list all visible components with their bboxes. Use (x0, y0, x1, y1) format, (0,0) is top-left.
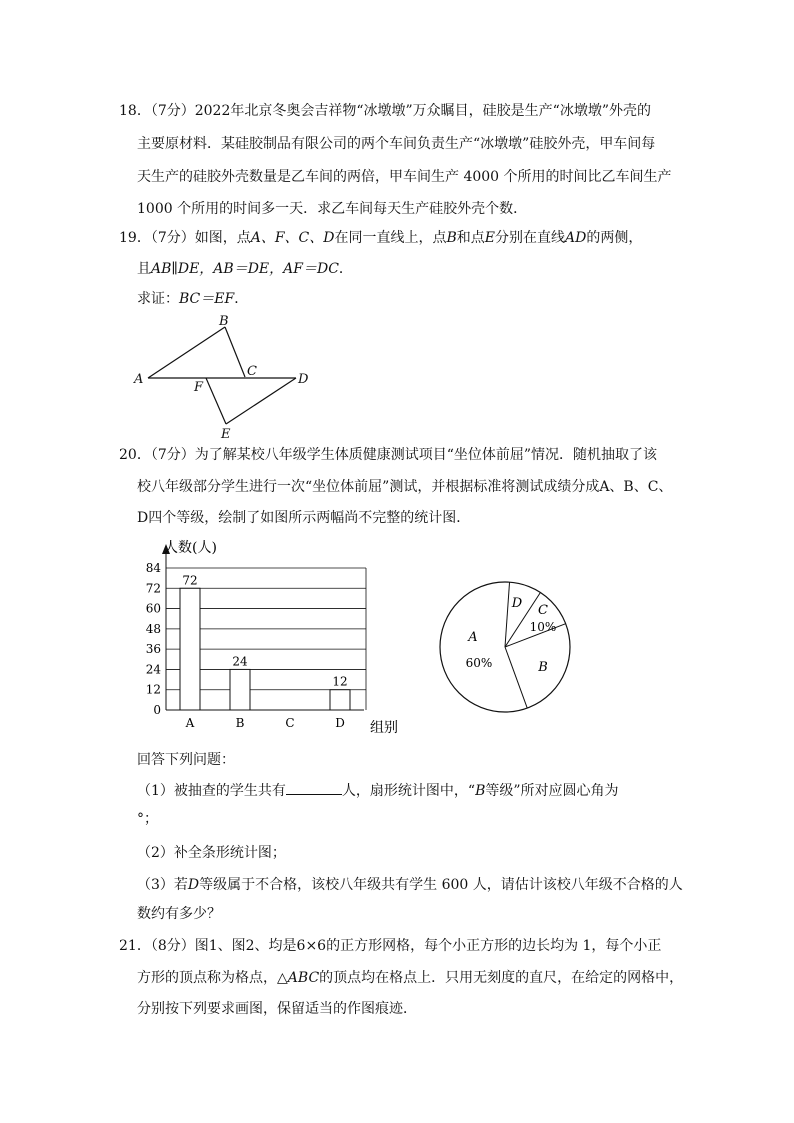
pie-slice-percent: 10% (529, 620, 557, 634)
q18-line-2: 主要原材料．某硅胶制品有限公司的两个车间负责生产“冰墩墩”硅胶外壳，甲车间每 (137, 136, 656, 152)
x-tick-label: B (235, 716, 245, 730)
q20-p3-text: 等级属于不合格，该校八年级共有学生 600 人，请估计该校八年级不合格的人 (199, 877, 683, 893)
q21-text: 的顶点均在格点上．只用无刻度的直尺，在给定的网格中， (319, 970, 684, 986)
q18-line-1: 18．（7分）2022年北京冬奥会吉祥物“冰墩墩”万众瞩目，硅胶是生产“冰墩墩”外壳的 (119, 103, 651, 119)
x-tick-label: A (185, 716, 195, 730)
q20-part-3-end: 数约有多少？ (137, 906, 221, 922)
q19-goal: BC＝EF (179, 291, 235, 307)
answer-blank (286, 780, 342, 795)
bar-value-label: 24 (232, 654, 248, 669)
q20-part-2: （2）补全条形统计图； (137, 845, 286, 861)
label-b: B (219, 314, 229, 329)
q20-p3-grade: D (187, 877, 200, 893)
q19-line-ad: AD (565, 230, 587, 246)
bar-a (180, 588, 200, 710)
bar-value-label: 12 (332, 674, 348, 689)
q19-point-e: E (484, 230, 496, 246)
q19-point-b: B (446, 230, 457, 246)
q21-line-1: 21．（8分）图1、图2、均是6×6的正方形网格，每个小正方形的边长均为 1，每个小正 (119, 938, 662, 954)
q19-text: 求证： (137, 291, 179, 307)
q19-text: 且 (137, 261, 151, 277)
q19-line-2 (137, 259, 353, 279)
y-tick-label: 24 (145, 662, 161, 677)
q19-text: ． (338, 261, 353, 277)
q20-prompt: 回答下列问题： (137, 752, 235, 768)
bar-y-axis-label: 人数(人) (164, 540, 217, 556)
q19-text: ． (234, 291, 249, 307)
q19-text: 19．（7分）如图，点 (119, 230, 251, 246)
q21-text: 方形的顶点称为格点，△ (137, 970, 288, 986)
q21-triangle: ABC (287, 970, 320, 986)
q19-text: 和点 (456, 230, 485, 246)
segment-ab (148, 327, 225, 378)
q20-p3-text: （3）若 (137, 877, 188, 893)
pie-marks (440, 582, 570, 712)
bar-b (230, 669, 250, 710)
segment-ef (206, 378, 226, 424)
y-tick-label: 0 (153, 703, 161, 717)
pie-slice-percent: 60% (465, 656, 493, 670)
q21-line-2 (137, 968, 683, 988)
q20-p1-text: 等级”所对应圆心角为 (485, 783, 619, 799)
q20-p1-text: （1）被抽查的学生共有 (137, 783, 286, 799)
q19-figure (130, 305, 320, 440)
pie-slice-label-d: D (511, 596, 523, 611)
q20-part-3 (137, 875, 683, 895)
label-a: A (134, 372, 144, 387)
q21-line-3: 分别按下列要求画图，保留适当的作图痕迹． (137, 1001, 417, 1017)
segment-de (226, 378, 296, 424)
y-tick-label: 84 (145, 561, 161, 575)
pie-slice-label-c: C (538, 603, 548, 618)
pie-slice-label-b: B (538, 660, 548, 675)
pie-slice-label-a: A (468, 630, 478, 645)
q19-conditions: AB∥DE，AB＝DE，AF＝DC (151, 261, 339, 277)
label-f: F (194, 380, 204, 395)
q18-line-3: 天生产的硅胶外壳数量是乙车间的两倍，甲车间生产 4000 个所用的时间比乙车间生产 (137, 169, 672, 185)
q19-text: 在同一直线上，点 (334, 230, 447, 246)
bar-x-axis-label: 组别 (370, 720, 398, 736)
pie-chart (430, 560, 580, 730)
q19-points: A、F、C、D (250, 230, 335, 246)
x-tick-label: C (285, 716, 295, 730)
bar-chart (140, 538, 410, 738)
q20-p1-text: 人，扇形统计图中，“ (341, 783, 476, 799)
bar-d (330, 690, 350, 710)
label-d: D (298, 372, 309, 387)
q18-line-4: 1000 个所用的时间多一天．求乙车间每天生产硅胶外壳个数． (137, 201, 528, 217)
label-e: E (221, 427, 231, 440)
q20-line-2: 校八年级部分学生进行一次“坐位体前屈”测试，并根据标准将测试成绩分成A、B、C、 (137, 479, 673, 495)
y-tick-label: 72 (145, 581, 161, 596)
bar-value-label: 72 (182, 573, 198, 588)
q19-text: 的两侧， (586, 230, 643, 246)
y-tick-label: 48 (145, 621, 161, 636)
q20-p1-grade: B (475, 783, 486, 799)
y-tick-label: 36 (145, 642, 161, 657)
q19-text: 分别在直线 (495, 230, 566, 246)
label-c: C (247, 364, 257, 379)
q20-line-1: 20．（7分）为了解某校八年级学生体质健康测试项目“坐位体前屈”情况．随机抽取了该 (119, 447, 658, 463)
segment-bc (225, 327, 245, 377)
q20-part-1-end: °； (137, 811, 158, 827)
q19-line-1 (119, 228, 642, 248)
y-tick-label: 12 (145, 682, 161, 697)
q20-part-1 (137, 780, 619, 801)
x-tick-label: D (335, 716, 345, 730)
q20-line-3: D四个等级，绘制了如图所示两幅尚不完整的统计图． (137, 510, 471, 526)
y-tick-label: 60 (145, 601, 161, 616)
